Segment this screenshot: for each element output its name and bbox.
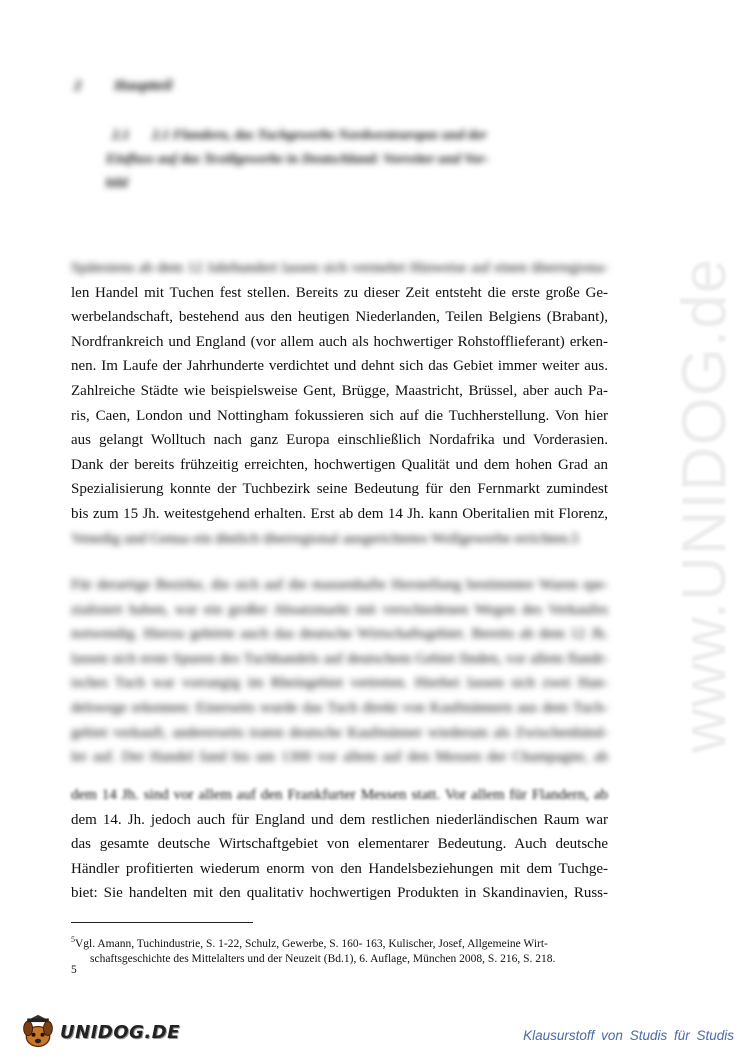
footnote-text: Vgl. Amann, Tuchindustrie, S. 1-22, Schulz, Gewerbe, S. 160- 163, Kulischer, Josef, Allgemeine Wirt- xyxy=(75,937,548,950)
text-line: das gesamte deutsche Wirtschaftgebiet von elementarer Bedeutung. Auch deutsche xyxy=(71,836,608,853)
text-line: Venedig und Genua ein ähnlich überregional ausgerichtetes Wollgewerbe errichten.5 xyxy=(71,530,579,547)
text-line: ris, Caen, London und Nottingham fokussieren sich auf die Tuchherstellung. Von hier xyxy=(71,407,608,424)
footnote-marker: 5 xyxy=(71,935,75,944)
paragraph-3 xyxy=(71,783,608,906)
text-line: len Handel mit Tuchen fest stellen. Bereits zu dieser Zeit entsteht die erste große Ge- xyxy=(71,284,608,301)
text-line: nen. Im Laufe der Jahrhunderte verdichtet und dehnt sich das Gebiet immer weiter aus. xyxy=(71,358,608,375)
text-line: aus gelangt Wolltuch nach ganz Europa einschließlich Nordafrika und Vorderasien. xyxy=(71,432,608,449)
text-line: Dank der bereits frühzeitig erreichten, hochwertigen Qualität und dem hohen Grad an xyxy=(71,456,608,473)
text-line: isches Tuch war vorrangig im Rheingebiet vertreten. Hierbei lassen sich zwei Han- xyxy=(71,675,608,692)
text-line: gebiet verkauft, andererseits traten deutsche Kaufmänner wiederum als Zwischenhänd- xyxy=(71,724,608,741)
page-number: 5 xyxy=(71,964,77,976)
watermark xyxy=(640,257,750,753)
footnote xyxy=(71,932,611,967)
footnote-separator xyxy=(71,922,253,923)
chapter-number: 2 xyxy=(74,78,82,94)
text-line: lassen sich erste Spuren des Tuchhandels auf deutschem Gebiet finden, vor allem flandr- xyxy=(71,650,608,667)
section-heading xyxy=(106,124,606,196)
text-line: biet: Sie handelten mit den qualitativ hochwertigen Produkten in Skandinavien, Russ- xyxy=(71,885,608,902)
text-line: Zahlreiche Städte wie beispielsweise Gent, Brügge, Maastricht, Brüssel, aber auch Pa- xyxy=(71,382,608,399)
tagline: Klausurstoff von Studis für Studis xyxy=(523,1028,734,1043)
watermark-text: www.UNIDOG.de xyxy=(670,257,740,753)
section-heading-line xyxy=(106,124,606,148)
unidog-logo[interactable] xyxy=(20,1012,180,1052)
text-line: werbelandschaft, bestehend aus den heutigen Niederlanden, Teilen Belgiens (Brabant), xyxy=(71,309,608,326)
text-line: bis zum 15 Jh. weitestgehend erhalten. Erst ab dem 14 Jh. kann Oberitalien mit Florenz, xyxy=(71,505,608,522)
section-heading-line: bild xyxy=(106,176,128,191)
text-line: Spätestens ab dem 12 Jahrhundert lassen sich vermehrt Hinweise auf einen überregiona- xyxy=(71,260,608,276)
footnote-text-continued: schaftsgeschichte des Mittelalters und der Neuzeit (Bd.1), 6. Auflage, München 2008, S. 216, S. 218. xyxy=(90,952,556,965)
logo-text: UNIDOG.DE xyxy=(60,1021,180,1043)
text-line: zialisiert haben, war ein großer Absatzmarkt mit verschiedenen Wegen des Verkaufes xyxy=(71,601,608,618)
chapter-heading xyxy=(74,78,172,95)
footnote-line xyxy=(71,935,548,950)
text-line: Spezialisierung konnte der Tuchbezirk seine Bedeutung für den Fernmarkt zumindest xyxy=(71,481,608,498)
text-line: delswege erkennen: Einerseits wurde das Tuch direkt von Kaufmännern aus dem Tuch- xyxy=(71,699,608,716)
text-line: dem 14 Jh. sind vor allem auf den Frankfurter Messen statt. Vor allem für Flandern, ab xyxy=(71,787,608,803)
paragraph-2 xyxy=(71,573,608,770)
chapter-title: Hauptteil xyxy=(114,78,173,94)
text-line: dem 14. Jh. jedoch auch für England und dem restlichen niederländischen Raum war xyxy=(71,811,608,828)
section-heading-line: Einfluss auf das Textilgewerbe in Deutschland: Vorreiter und Vor- xyxy=(106,152,489,167)
dog-mascot-icon xyxy=(20,1013,56,1051)
paragraph-1 xyxy=(71,256,608,551)
text-line: notwendig. Hierzu gehörte auch das deutsche Wirtschaftsgebiet. Bereits ab dem 12 Jh. xyxy=(71,626,608,643)
text-line: Nordfrankreich und England (vor allem auch als hochwertiger Rohstofflieferant) erken- xyxy=(71,333,608,350)
section-title-part: 2.1 Flandern, das Tuchgewerbe Nordwesteuropas und der xyxy=(152,128,487,143)
section-number: 2.1 xyxy=(112,128,130,143)
text-line: Für derartige Bezirke, die sich auf die massenhafte Herstellung bestimmter Waren spe- xyxy=(71,577,608,593)
text-line: Händler profitierten wiederum enorm von den Handelsbeziehungen mit dem Tuchge- xyxy=(71,860,608,877)
text-line: ler auf. Der Handel fand bis um 1300 vor allem auf den Messen der Champagne, ab xyxy=(71,749,608,766)
